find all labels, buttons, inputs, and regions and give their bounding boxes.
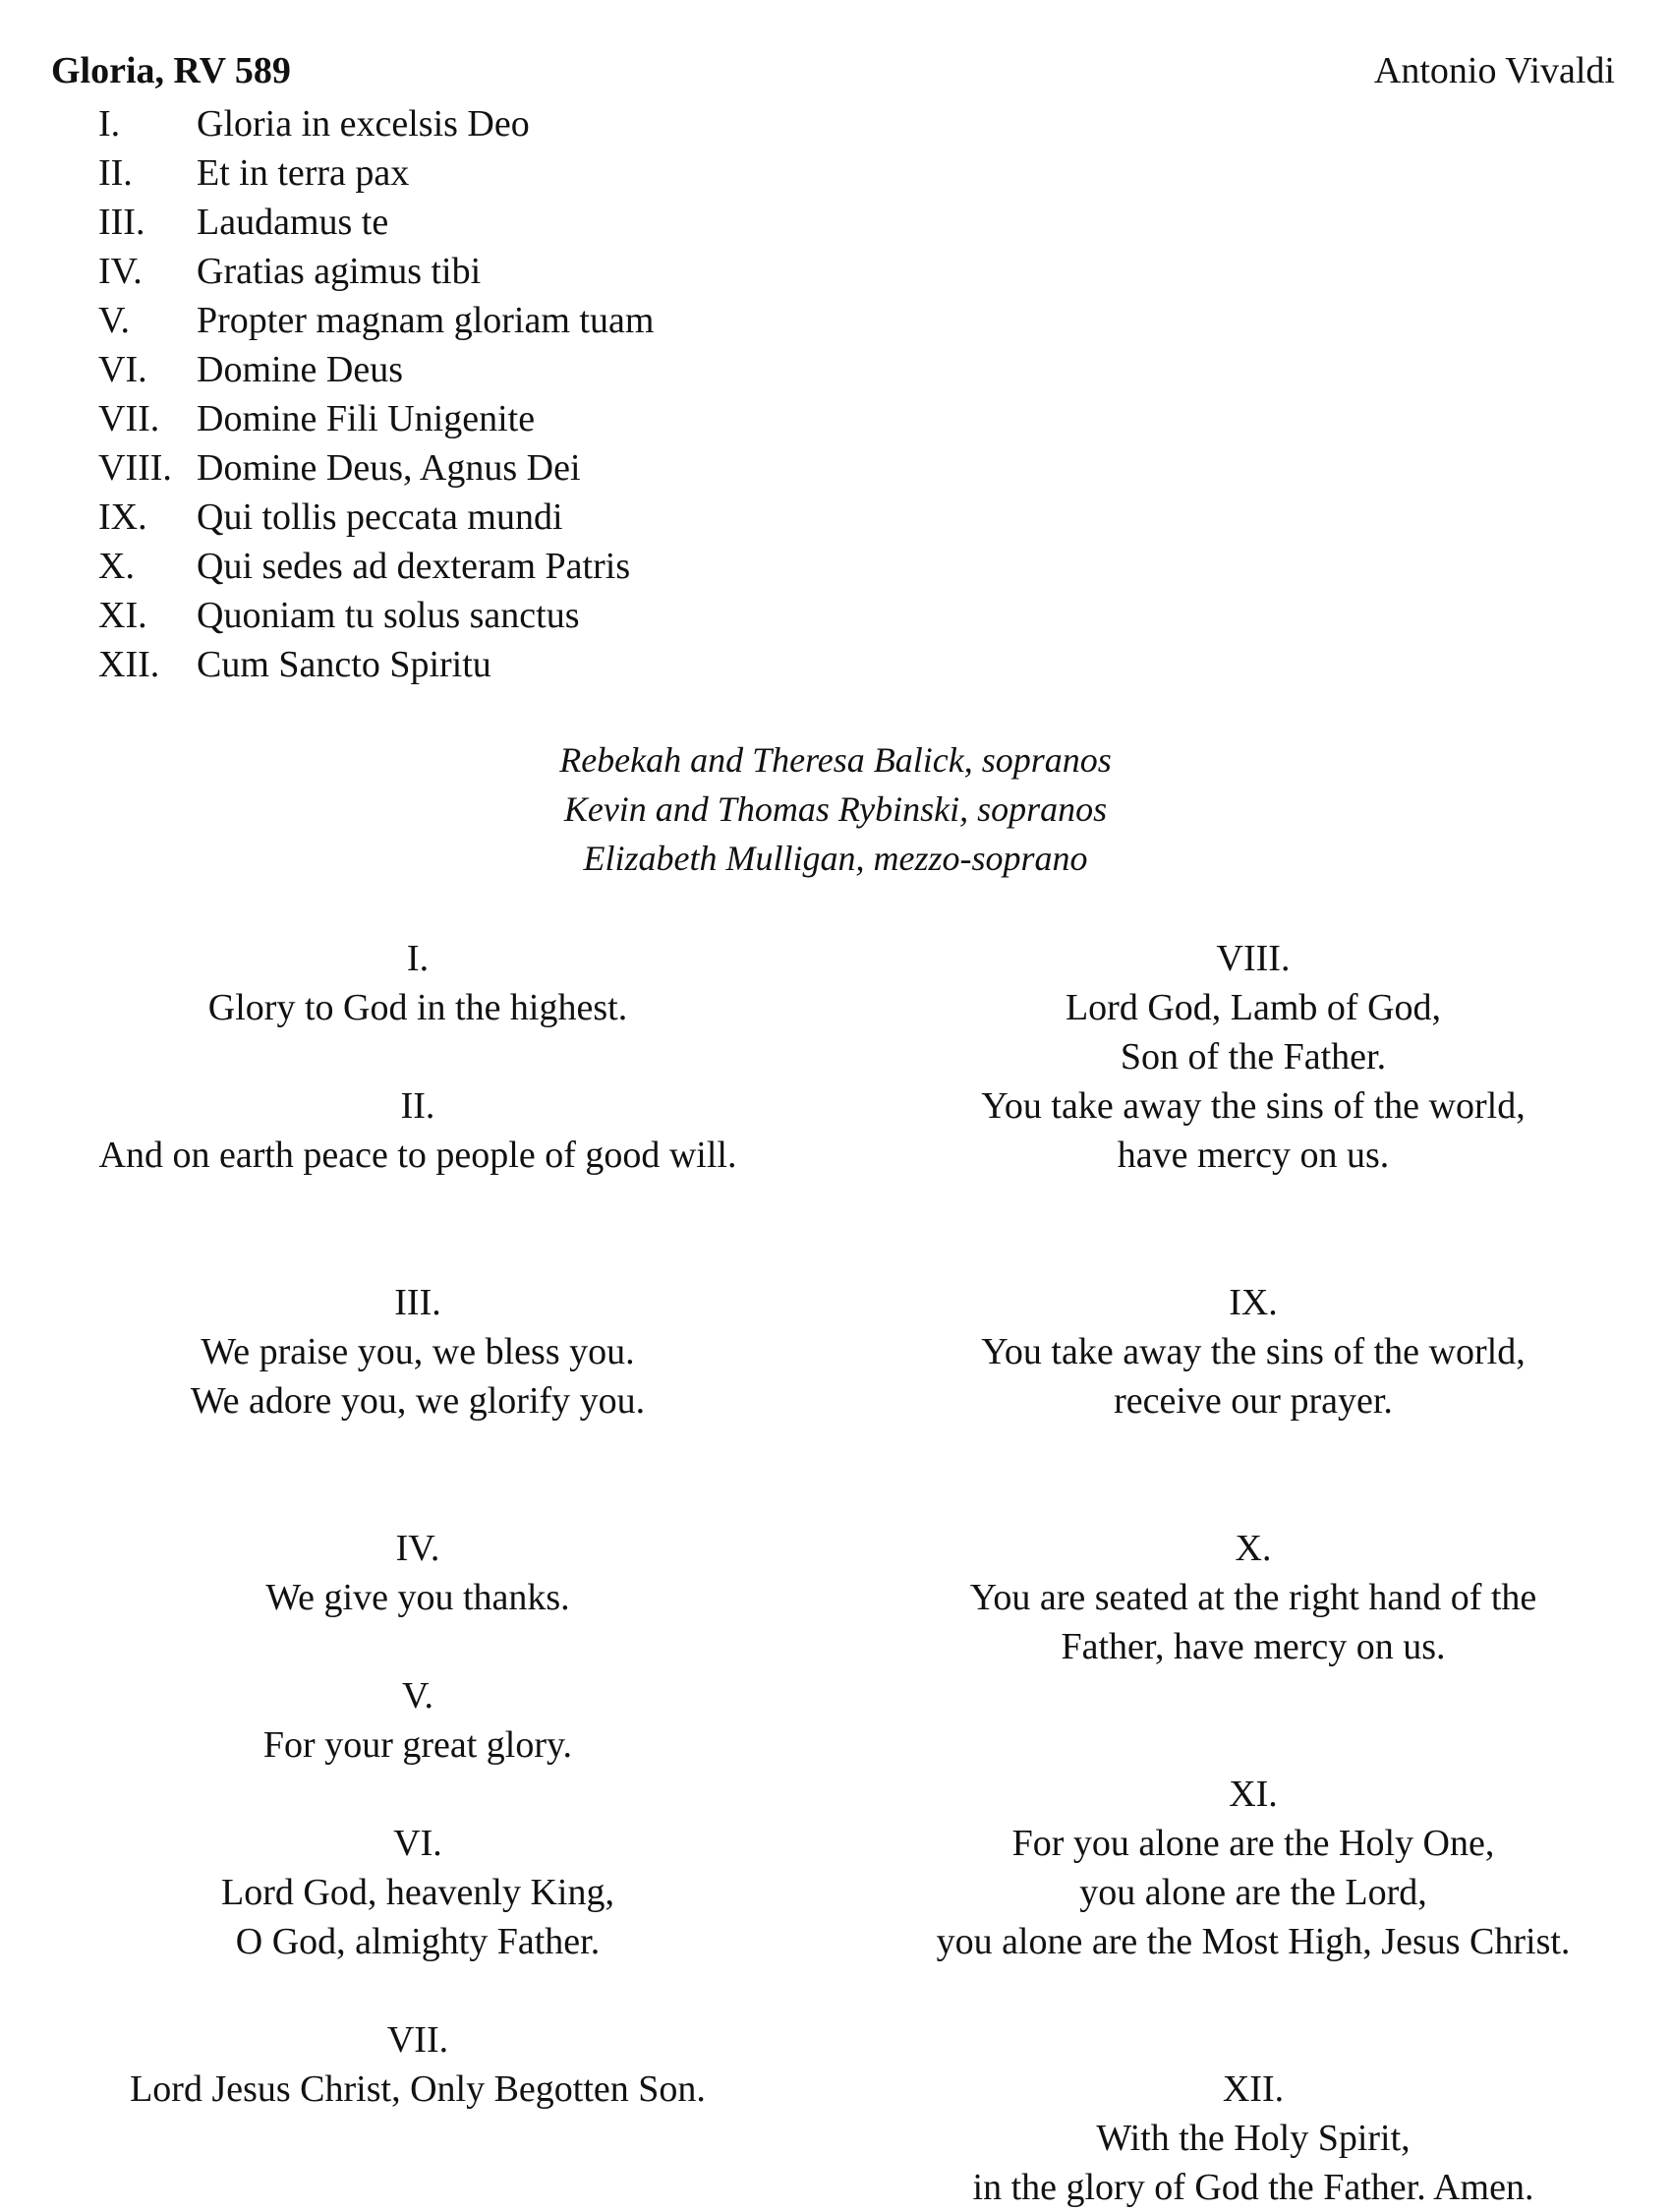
translation-stanza (20, 1819, 816, 1966)
stanza-number: VI. (393, 1823, 442, 1864)
movement-number: X. (98, 546, 135, 587)
stanza-number: IV. (395, 1528, 440, 1569)
stanza-line: You take away the sins of the world, (981, 1331, 1526, 1372)
movement-title: Domine Fili Unigenite (197, 398, 536, 439)
movement-number: IX. (98, 496, 147, 538)
stanza-number: III. (394, 1282, 441, 1323)
stanza-line: You are seated at the right hand of the (969, 1577, 1537, 1618)
stanza-number: IX. (1229, 1282, 1278, 1323)
movement-item (98, 443, 654, 493)
stanza-line: With the Holy Spirit, (1096, 2118, 1411, 2159)
movement-number: IV. (98, 251, 143, 292)
stanza-number: II. (400, 1085, 435, 1127)
movement-number: V. (98, 300, 131, 341)
stanza-number: XI. (1229, 1774, 1278, 1815)
work-title: Gloria, RV 589 (51, 50, 291, 91)
stanza-line: have mercy on us. (1117, 1135, 1390, 1176)
movement-item (98, 99, 654, 148)
movement-item (98, 198, 654, 247)
translation-column-right (855, 934, 1651, 2212)
translation-stanza (20, 934, 816, 1032)
movement-number: VII. (98, 398, 160, 439)
stanza-line: For you alone are the Holy One, (1011, 1823, 1495, 1864)
stanza-line: Glory to God in the highest. (207, 987, 628, 1028)
translation-stanza (20, 1278, 816, 1426)
stanza-number: V. (401, 1675, 434, 1717)
translation-stanza (855, 1278, 1651, 1426)
movement-item (98, 296, 654, 345)
translation-stanza (20, 1671, 816, 1770)
movement-number: III. (98, 202, 145, 243)
movement-number: XII. (98, 644, 160, 685)
movement-title: Gratias agimus tibi (197, 251, 482, 292)
movement-title: Propter magnam gloriam tuam (197, 300, 655, 341)
movement-item (98, 640, 654, 689)
translation-stanza (855, 1770, 1651, 1966)
movement-number: I. (98, 103, 121, 145)
stanza-line: You take away the sins of the world, (981, 1085, 1526, 1127)
movement-number: VIII. (98, 447, 172, 489)
movement-list (98, 99, 654, 689)
movement-number: XI. (98, 595, 147, 636)
stanza-line: Lord God, Lamb of God, (1065, 987, 1442, 1028)
movement-item (98, 247, 654, 296)
stanza-line: in the glory of God the Father. Amen. (972, 2167, 1534, 2208)
stanza-number: VIII. (1216, 938, 1291, 979)
stanza-line: you alone are the Most High, Jesus Christ. (936, 1921, 1571, 1962)
movement-title: Laudamus te (197, 202, 389, 243)
stanza-line: you alone are the Lord, (1079, 1872, 1427, 1913)
stanza-line: We praise you, we bless you. (201, 1331, 635, 1372)
movement-item (98, 493, 654, 542)
stanza-line: Son of the Father. (1120, 1036, 1387, 1077)
stanza-number: VII. (386, 2019, 449, 2061)
movement-title: Domine Deus (197, 349, 404, 390)
movement-title: Quoniam tu solus sanctus (197, 595, 580, 636)
translation-column-left (20, 934, 816, 2114)
movement-number: II. (98, 152, 133, 194)
stanza-number: XII. (1222, 2068, 1285, 2110)
stanza-line: Lord Jesus Christ, Only Begotten Son. (130, 2068, 706, 2110)
movement-number: VI. (98, 349, 147, 390)
stanza-line: For your great glory. (262, 1724, 573, 1766)
performer-line: Kevin and Thomas Rybinski, sopranos (563, 789, 1108, 829)
performer-line: Elizabeth Mulligan, mezzo-soprano (583, 839, 1088, 878)
translation-stanza (855, 934, 1651, 1180)
stanza-number: X. (1235, 1528, 1272, 1569)
movement-title: Et in terra pax (197, 152, 410, 194)
stanza-line: We give you thanks. (265, 1577, 570, 1618)
movement-item (98, 345, 654, 394)
stanza-line: Lord God, heavenly King, (221, 1872, 614, 1913)
performer-line: Rebekah and Theresa Balick, sopranos (559, 740, 1112, 780)
movement-item (98, 148, 654, 198)
movement-item (98, 591, 654, 640)
translation-stanza (20, 2015, 816, 2114)
stanza-number: I. (406, 938, 430, 979)
movement-item (98, 394, 654, 443)
performers-block (0, 735, 1671, 883)
stanza-line: And on earth peace to people of good will. (98, 1135, 737, 1176)
translation-stanza (855, 1524, 1651, 1671)
stanza-line: Father, have mercy on us. (1061, 1626, 1446, 1667)
movement-title: Domine Deus, Agnus Dei (197, 447, 581, 489)
translation-stanza (20, 1081, 816, 1180)
stanza-line: receive our prayer. (1114, 1380, 1393, 1422)
movement-title: Cum Sancto Spiritu (197, 644, 491, 685)
stanza-line: O God, almighty Father. (235, 1921, 601, 1962)
translation-stanza (855, 2065, 1651, 2212)
movement-item (98, 542, 654, 591)
movement-title: Qui sedes ad dexteram Patris (197, 546, 631, 587)
movement-title: Gloria in excelsis Deo (197, 103, 530, 145)
composer-name: Antonio Vivaldi (1373, 50, 1615, 91)
stanza-line: We adore you, we glorify you. (190, 1380, 646, 1422)
translation-stanza (20, 1524, 816, 1622)
movement-title: Qui tollis peccata mundi (197, 496, 563, 538)
